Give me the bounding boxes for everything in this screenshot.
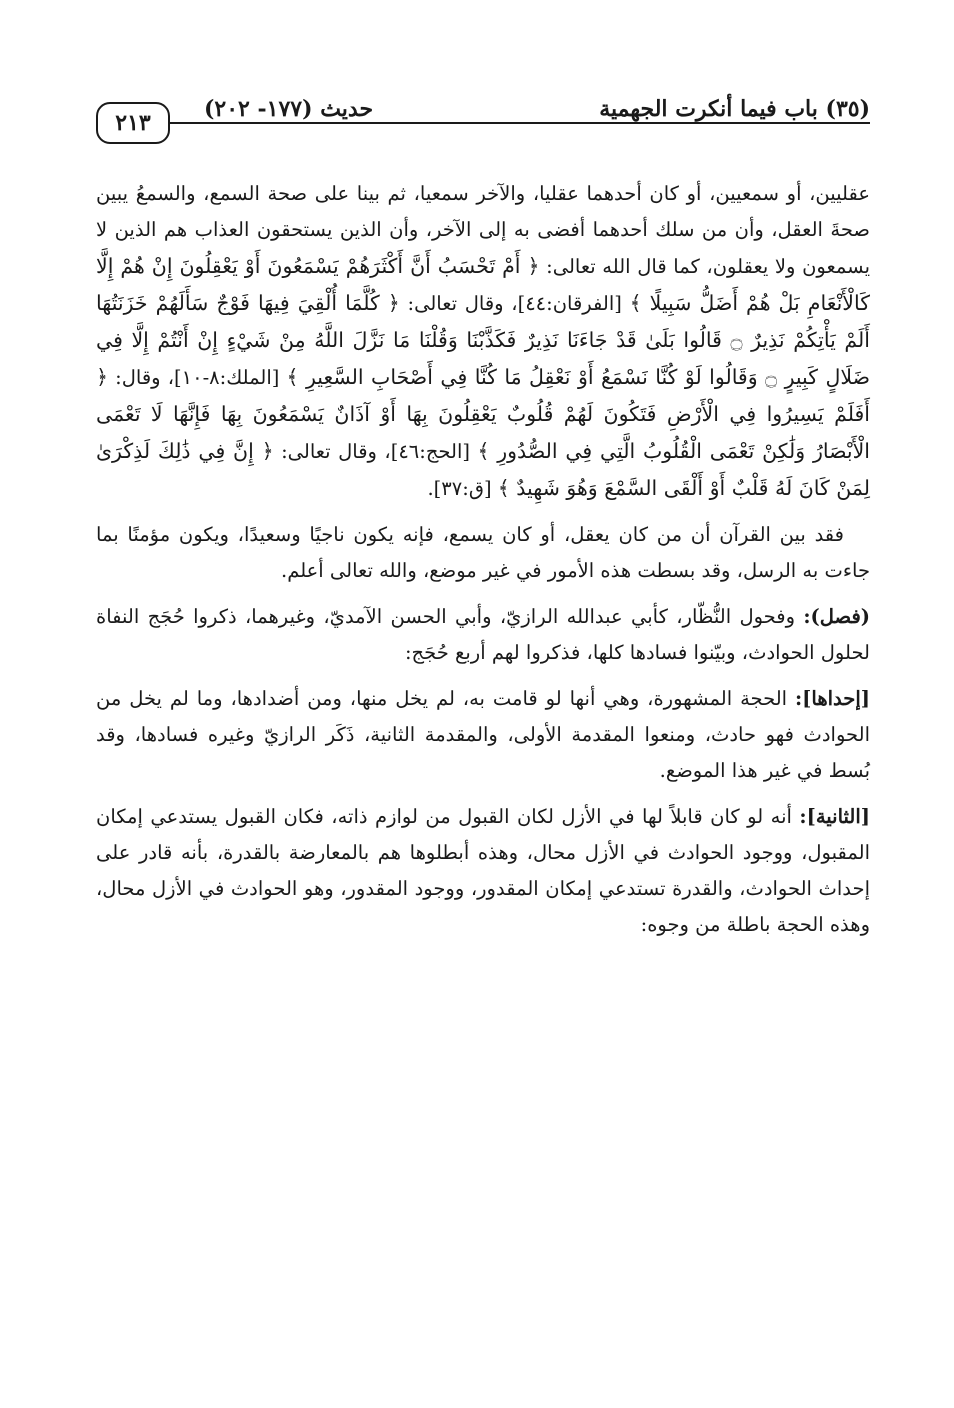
verse-reference: [الحج:٤٦]، وقال تعالى: xyxy=(273,440,478,463)
prose: أنه لو كان قابلاً لها في الأزل لكان القبول من لوازم ذاته، فكان القبول يستدعي إمكان المقبول، ووجود الحوادث في الأزل محال، وهذه أبطلوها هم بالمعارضة بالقدرة، بأنه قادر على إحداث الحوادث، والقدرة تستدعي إمكان المقدور، ووجود المقدور، وهو الحوادث في الأزل محال، وهذه الحجة باطلة من وجوه: xyxy=(96,805,870,936)
paragraph-4 xyxy=(96,681,870,789)
header-rule xyxy=(96,122,870,124)
page-number: ٢١٣ xyxy=(96,102,170,144)
paragraph-1 xyxy=(96,176,870,507)
page-header xyxy=(96,92,870,156)
argument-label: [إحداها]: xyxy=(794,687,870,710)
prose: وفحول النُّظّار، كأبي عبدالله الرازيّ، وأبي الحسن الآمديّ، وغيرهما، ذكروا حُجَج النفاة لحلول الحوادث، وبيّنوا فسادها كلها، فذكروا لهم أربع حُجَج: xyxy=(96,605,870,664)
page-body xyxy=(96,176,870,953)
quran-verse: ﴿ كُلَّمَا أُلْقِيَ فِيهَا فَوْجٌ سَأَلَهُمْ خَزَنَتُهَا أَلَمْ يَأْتِكُمْ نَذِيرٌ ۝ قَالُوا بَلَىٰ قَدْ جَاءَنَا نَذِيرٌ فَكَذَّبْنَا وَقُلْنَا مَا نَزَّلَ اللَّهُ مِنْ شَيْءٍ إِنْ أَنْتُمْ إِلَّا فِي ضَلَالٍ كَبِيرٍ ۝ وَقَالُوا لَوْ كُنَّا نَسْمَعُ أَوْ نَعْقِلُ مَا كُنَّا فِي أَصْحَابِ السَّعِيرِ ﴾ xyxy=(96,291,870,389)
verse-reference: [ق:٣٧]. xyxy=(427,477,498,500)
quran-verse: ﴿ أَمْ تَحْسَبُ أَنَّ أَكْثَرَهُمْ يَسْمَعُونَ أَوْ يَعْقِلُونَ إِنْ هُمْ إِلَّا كَالْأَنْعَامِ بَلْ هُمْ أَضَلُّ سَبِيلًا ﴾ xyxy=(96,254,871,315)
section-label: (فصل): xyxy=(803,605,870,628)
verse-reference: [الملك:٨-١٠]، وقال: xyxy=(108,366,287,389)
chapter-title: (٣٥) باب فيما أنكرت الجهمية xyxy=(591,96,870,122)
prose: عقليين، أو سمعيين، أو كان أحدهما عقليا، والآخر سمعيا، ثم بينا على صحة السمع، والسمعُ يبين صحةَ العقل، وأن من سلك أحدهما أفضى به إلى الآخر، وأن الذين يستحقون العذاب هم الذين لا يسمعون ولا يعقلون، كما قال الله تعالى: xyxy=(96,182,870,278)
paragraph-5 xyxy=(96,799,870,943)
verse-reference: [الفرقان:٤٤]، وقال تعالى: xyxy=(399,292,630,315)
argument-label: [الثانية]: xyxy=(799,805,870,828)
paragraph-2 xyxy=(96,517,870,589)
prose: الحجة المشهورة، وهي أنها لو قامت به، لم يخل منها، ومن أضدادها، وما لم يخل من الحوادث فهو حادث، ومنعوا المقدمة الأولى، والمقدمة الثانية، ذَكَر الرازيّ وغيره فسادها، وقد بُسط في غير هذا الموضع. xyxy=(96,687,870,782)
quran-verse: ﴿ إِنَّ فِي ذَٰلِكَ لَذِكْرَىٰ لِمَنْ كَانَ لَهُ قَلْبٌ أَوْ أَلْقَى السَّمْعَ وَهُوَ شَهِيدٌ ﴾ xyxy=(96,439,870,500)
hadith-range: حديث (١٧٧- ٢٠٢) xyxy=(196,96,381,122)
paragraph-3 xyxy=(96,599,870,671)
prose: فقد بين القرآن أن من كان يعقل، أو كان يسمع، فإنه يكون ناجيًا وسعيدًا، ويكون مؤمنًا بما جاءت به الرسل، وقد بسطت هذه الأمور في غير موضع، والله تعالى أعلم. xyxy=(96,523,870,582)
quran-verse: ﴿ أَفَلَمْ يَسِيرُوا فِي الْأَرْضِ فَتَكُونَ لَهُمْ قُلُوبٌ يَعْقِلُونَ بِهَا أَوْ آذَانٌ يَسْمَعُونَ بِهَا فَإِنَّهَا لَا تَعْمَى الْأَبْصَارُ وَلَٰكِنْ تَعْمَى الْقُلُوبُ الَّتِي فِي الصُّدُورِ ﴾ xyxy=(96,365,870,463)
